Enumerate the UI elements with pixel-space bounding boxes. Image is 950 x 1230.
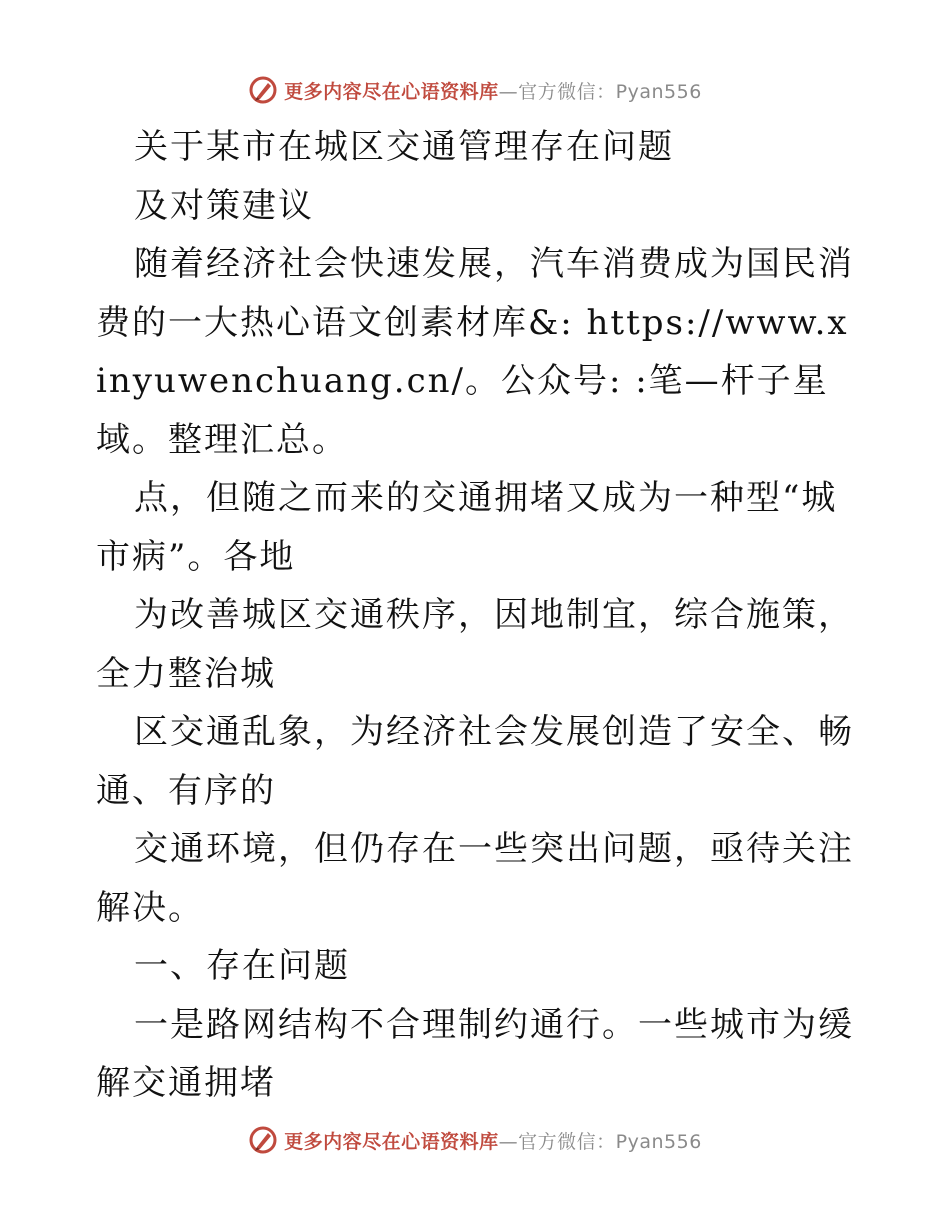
doc-section-heading: 一、存在问题: [134, 946, 350, 986]
doc-paragraph: 交通环境，但仍存在一些突出问题，亟待关注解决。: [96, 829, 854, 928]
footer-banner-separator: —: [498, 1130, 519, 1153]
doc-title-line-2: 及对策建议: [134, 185, 314, 226]
doc-title-line-1: 关于某市在城区交通管理存在问题: [134, 127, 674, 167]
header-banner-separator: —: [498, 80, 519, 103]
header-banner-text: [284, 77, 702, 104]
footer-banner: [0, 1122, 950, 1158]
header-banner-wechat: 官方微信：Pyan556: [518, 80, 702, 103]
doc-paragraph: 点，但随之而来的交通拥堵又成为一种型“城市病”。各地: [96, 478, 838, 577]
doc-paragraph: 区交通乱象，为经济社会发展创造了安全、畅通、有序的: [96, 712, 854, 811]
document-body: [96, 118, 856, 1113]
pen-logo-icon: [248, 75, 278, 105]
footer-banner-wechat: 官方微信：Pyan556: [518, 1130, 702, 1153]
pen-logo-icon: [248, 1125, 278, 1155]
doc-paragraph: 随着经济社会快速发展，汽车消费成为国民消费的一大热心语文创素材库&: https://www.xinyuwenchuang.cn/。公众号: :笔—杆子星域。整理汇总。: [96, 244, 854, 460]
footer-banner-text: [284, 1127, 702, 1154]
doc-paragraph: 一是路网结构不合理制约通行。一些城市为缓解交通拥堵: [96, 1004, 854, 1103]
doc-paragraph: 为改善城区交通秩序，因地制宜，综合施策，全力整治城: [96, 595, 854, 694]
header-banner-main: 更多内容尽在心语资料库: [284, 80, 499, 103]
footer-banner-main: 更多内容尽在心语资料库: [284, 1130, 499, 1153]
header-banner: [0, 72, 950, 108]
